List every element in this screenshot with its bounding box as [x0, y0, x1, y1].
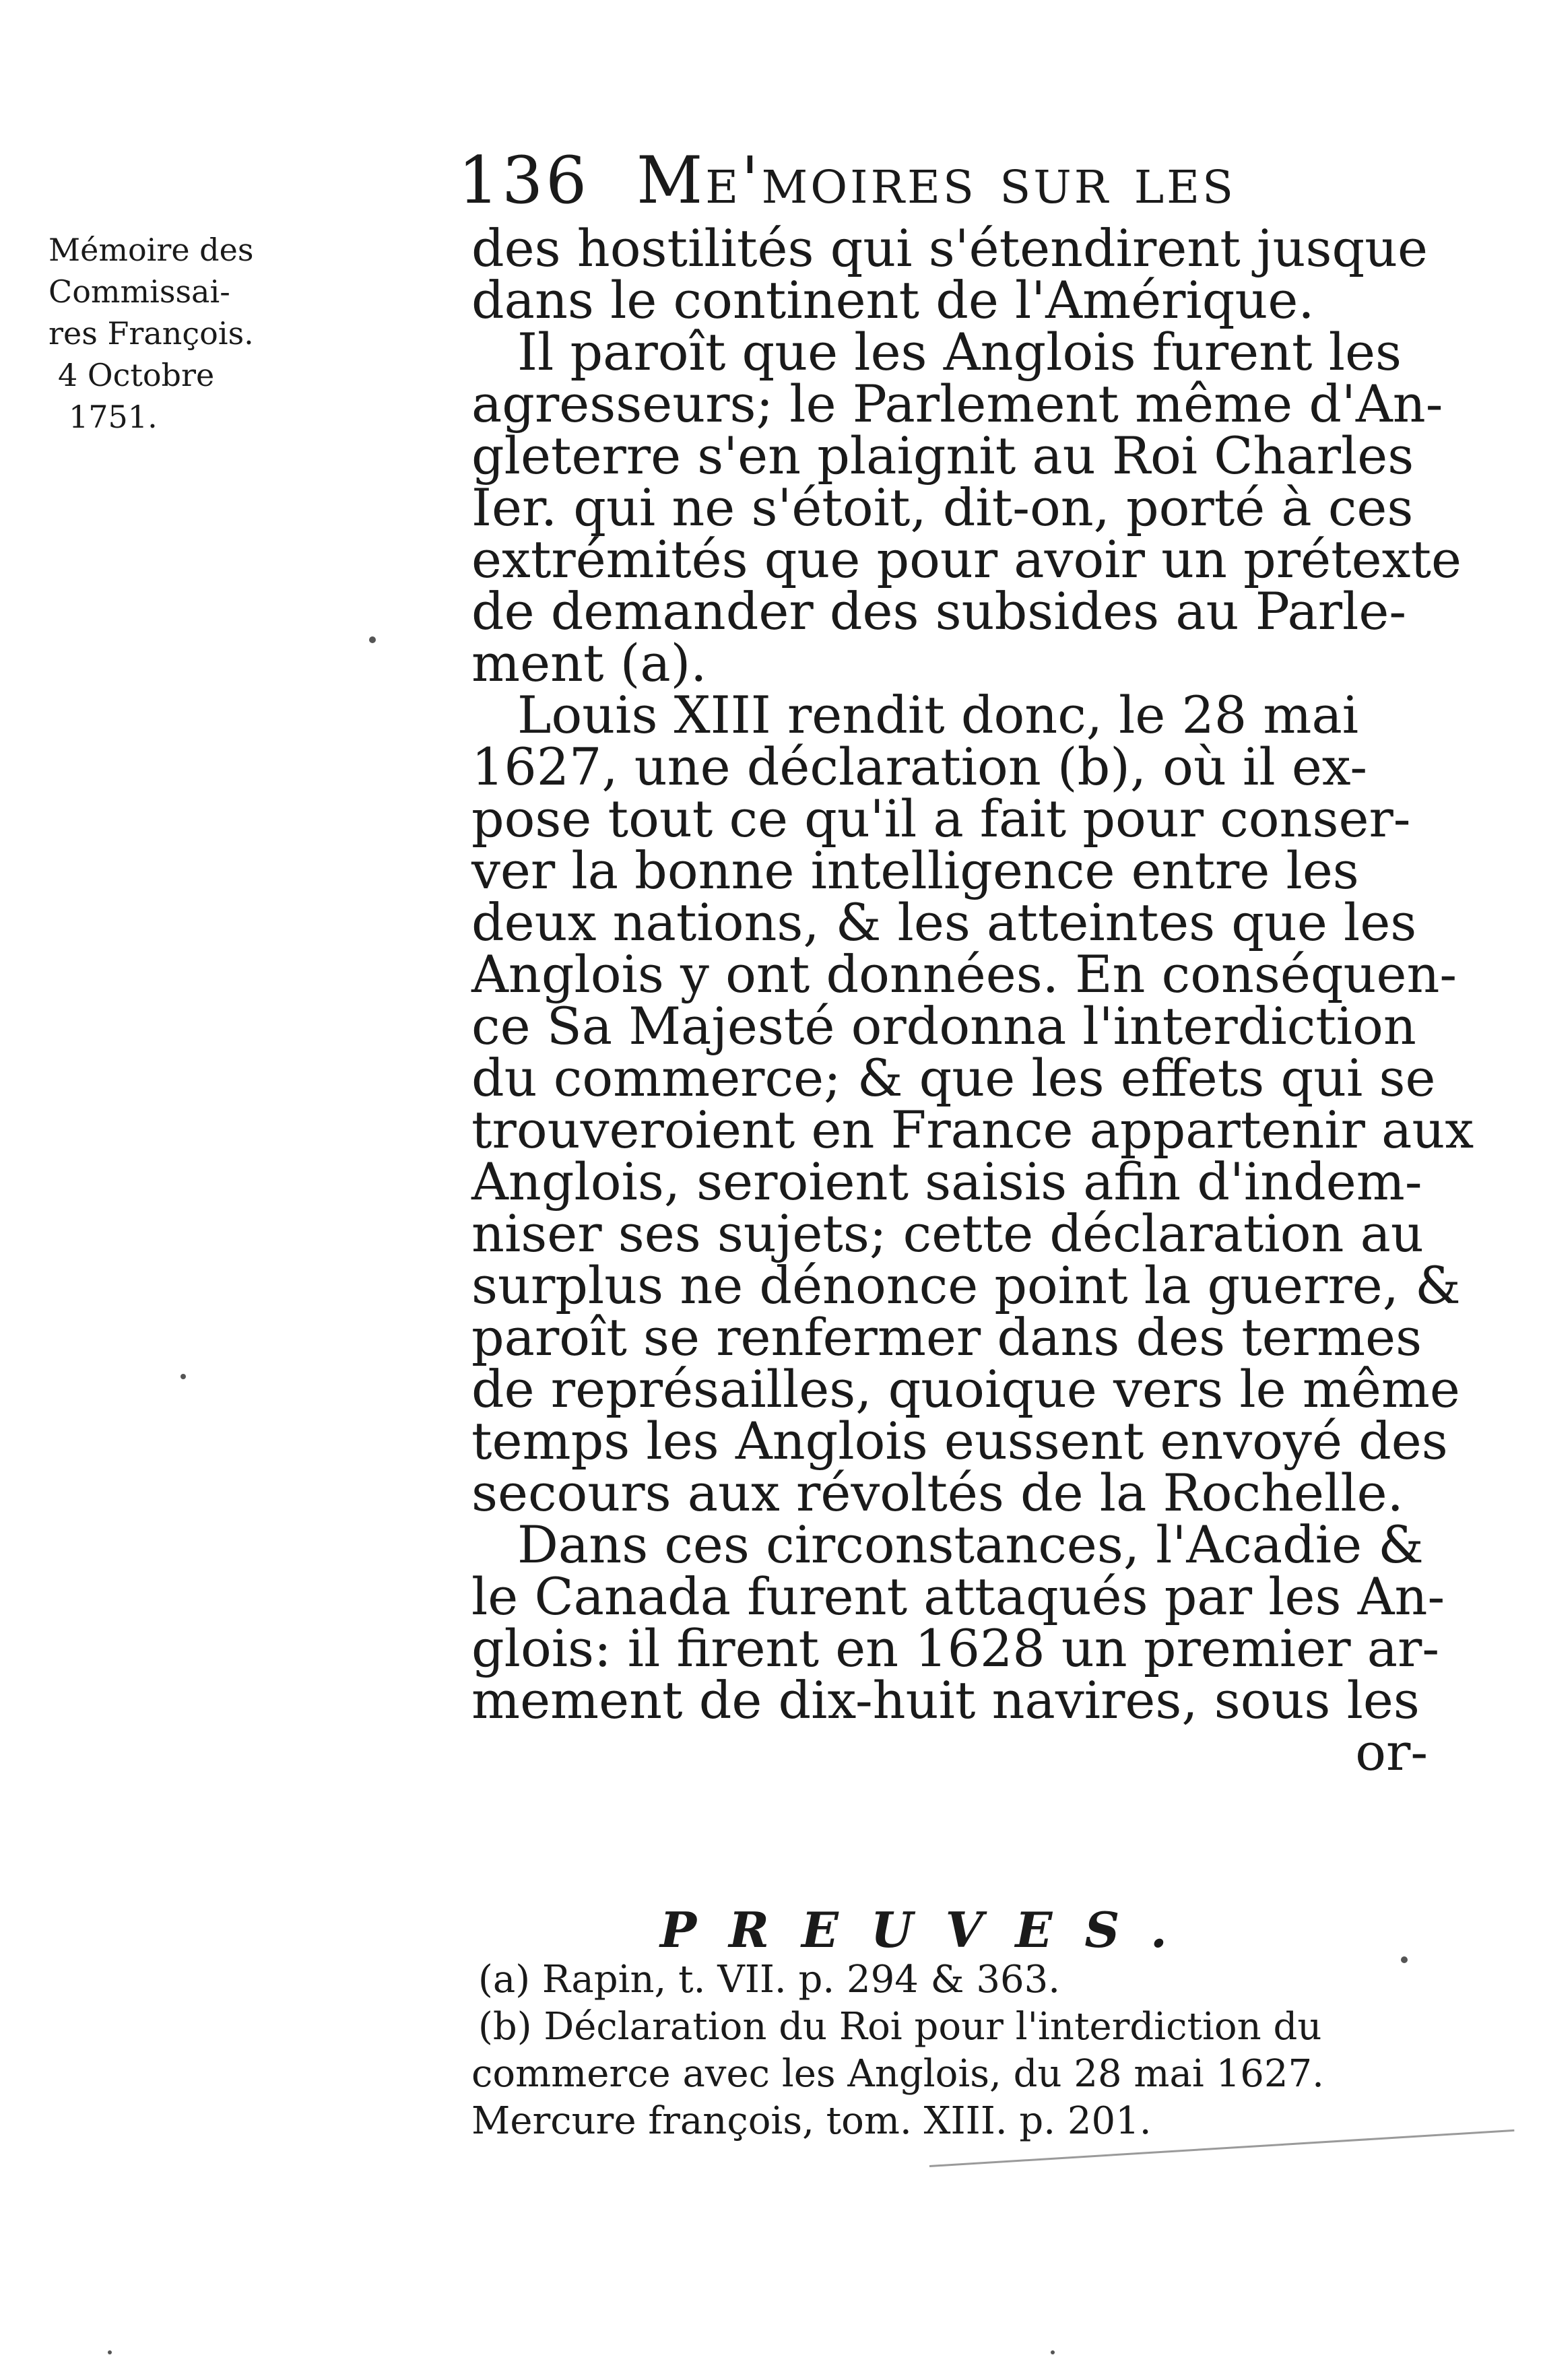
- text-line: ce Sa Majesté ordonna l'interdiction: [471, 996, 1416, 1056]
- text-line: du commerce; & que les effets qui se: [471, 1048, 1436, 1108]
- scan-speck: [108, 2350, 112, 2354]
- margin-note-line: Commissai-: [48, 273, 230, 310]
- text-line: Ier. qui ne s'étoit, dit-on, porté à ces: [471, 477, 1414, 537]
- text-line: paroît se renfermer dans des termes: [471, 1307, 1422, 1367]
- scan-speck: [1051, 2350, 1055, 2354]
- text-line: Louis XIII rendit donc, le 28 mai: [517, 685, 1359, 745]
- text-line: agresseurs; le Parlement même d'An-: [471, 374, 1443, 434]
- footnote-line: (a) Rapin, t. VII. p. 294 & 363.: [478, 1958, 1061, 2002]
- text-line: 1627, une déclaration (b), où il ex-: [471, 737, 1367, 797]
- footnote-line: commerce avec les Anglois, du 28 mai 1627.: [471, 2052, 1324, 2096]
- text-line: glois: il firent en 1628 un premier ar-: [471, 1618, 1440, 1678]
- footnotes: [471, 1956, 1428, 2145]
- text-line: Anglois y ont données. En conséquen-: [471, 944, 1457, 1004]
- scan-speck: [1401, 1956, 1408, 1963]
- footnote-line: Mercure françois, tom. XIII. p. 201.: [471, 2099, 1152, 2143]
- text-line: ver la bonne intelligence entre les: [471, 840, 1359, 900]
- running-title: Me'moires sur les: [636, 143, 1236, 218]
- text-line: de demander des subsides au Parle-: [471, 581, 1407, 641]
- text-line: niser ses sujets; cette déclaration au: [471, 1203, 1424, 1263]
- margin-note-line: 4 Octobre: [58, 357, 215, 393]
- text-line: Il paroît que les Anglois furent les: [517, 322, 1402, 382]
- margin-note-line: 1751.: [69, 399, 158, 435]
- page-header: [458, 143, 1455, 217]
- text-line: dans le continent de l'Amérique.: [471, 270, 1315, 330]
- text-line: temps les Anglois eussent envoyé des: [471, 1411, 1448, 1471]
- preuves-heading: PREUVES.: [660, 1901, 1200, 1958]
- footnote-line: (b) Déclaration du Roi pour l'interdiction du: [478, 2005, 1322, 2049]
- text-line: surplus ne dénonce point la guerre, &: [471, 1255, 1461, 1315]
- text-line: ment (a).: [471, 633, 707, 693]
- text-line: secours aux révoltés de la Rochelle.: [471, 1463, 1404, 1523]
- text-line: deux nations, & les atteintes que les: [471, 892, 1417, 952]
- text-line: pose tout ce qu'il a fait pour conser-: [471, 789, 1411, 849]
- text-line: de représailles, quoique vers le même: [471, 1359, 1460, 1419]
- scan-speck: [369, 636, 376, 643]
- text-line: Anglois, seroient saisis afin d'indem-: [471, 1152, 1422, 1212]
- text-line: extrémités que pour avoir un prétexte: [471, 529, 1462, 589]
- margin-note-line: res François.: [48, 315, 254, 352]
- text-line: mement de dix-huit navires, sous les: [471, 1670, 1420, 1730]
- text-line: le Canada furent attaqués par les An-: [471, 1566, 1445, 1626]
- text-line: gleterre s'en plaignit au Roi Charles: [471, 426, 1414, 486]
- scan-speck: [180, 1374, 186, 1379]
- margin-note-line: Mémoire des: [48, 232, 254, 268]
- catchword: or-: [1355, 1722, 1428, 1782]
- text-line: trouveroient en France appartenir aux: [471, 1100, 1474, 1160]
- text-line: Dans ces circonstances, l'Acadie &: [517, 1515, 1424, 1575]
- body-text: [471, 218, 1474, 1782]
- text-line: des hostilités qui s'étendirent jusque: [471, 218, 1429, 278]
- margin-note: [48, 229, 426, 438]
- page-number: 136: [458, 143, 590, 218]
